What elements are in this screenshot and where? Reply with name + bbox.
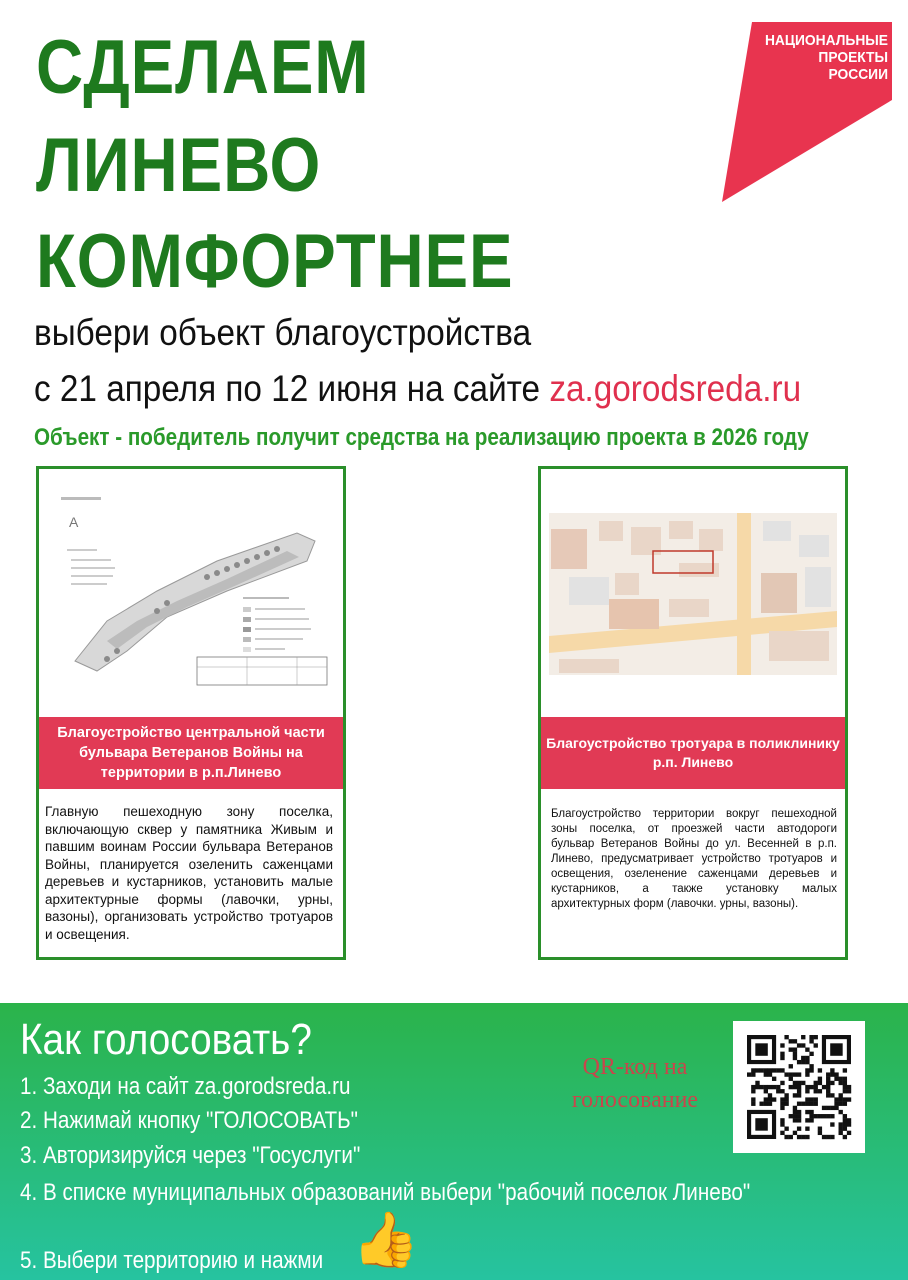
vote-step-3: 3. Авторизируйся через "Госуслуги" [20,1142,361,1169]
svg-text:A: A [69,514,79,530]
card-description-sidewalk: Благоустройство территории вокруг пешеходной зоны поселка, от проезжей части автодороги бульвар Ветеранов Войны до ул. Весенней в р.п. Линево, предусматривает устройство тротуаров и освещения, озеленение саженцами деревьев и кустарников, а также установку малых архитектурных форм (лавочки. урны, вазоны). [551,808,837,910]
vote-step-5: 5. Выбери территорию и нажми [20,1247,324,1274]
vote-step-2: 2. Нажимай кнопку "ГОЛОСОВАТЬ" [20,1107,358,1134]
title-line-1: СДЕЛАЕМ [36,25,370,110]
title-line-3: КОМФОРТНЕЕ [36,219,514,304]
how-to-vote-section [0,1003,908,1280]
site-link[interactable]: za.gorodsreda.ru [549,368,802,409]
project-card-boulevard[interactable] [36,466,346,960]
subtitle-dates [34,368,801,410]
site-plan-image [47,481,335,691]
vote-step-4: 4. В списке муниципальных образований выбери "рабочий поселок Линево" [20,1179,751,1206]
logo-line-2: ПРОЕКТЫ [818,49,888,66]
subtitle-dates-text: с 21 апреля по 12 июня на сайте [34,368,550,409]
how-to-vote-title: Как голосовать? [20,1015,312,1064]
street-map-image [549,481,837,691]
qr-label: QR-код на голосование [571,1054,699,1113]
qr-code-icon [733,1021,865,1153]
card-description-boulevard: Главную пешеходную зону поселка, включающую сквер у памятника Живым и павшим воинам России бульвара Ветеранов Войны, планируется озеленить саженцами деревьев и кустарников, установить малые архитектурные формы (лавочки, урны, вазоны), организовать устройство тротуаров и освещения. [45,804,333,942]
logo-text [763,32,888,83]
card-title-sidewalk: Благоустройство тротуара в поликлинику р.п. Линево [541,717,845,789]
card-title-boulevard: Благоустройство центральной части бульвара Ветеранов Войны на территории в р.п.Линево [39,717,343,789]
vote-step-1: 1. Заходи на сайт za.gorodsreda.ru [20,1073,351,1100]
winner-note: Объект - победитель получит средства на реализацию проекта в 2026 году [34,424,809,451]
project-card-sidewalk[interactable] [538,466,848,960]
title-line-2: ЛИНЕВО [36,123,322,208]
thumbs-up-icon: 👍 [352,1210,420,1270]
logo-line-3: РОССИИ [828,66,888,83]
qr-code[interactable] [733,1021,865,1153]
subtitle-choose-object: выбери объект благоустройства [34,312,532,353]
logo-line-1: НАЦИОНАЛЬНЫЕ [764,32,888,49]
